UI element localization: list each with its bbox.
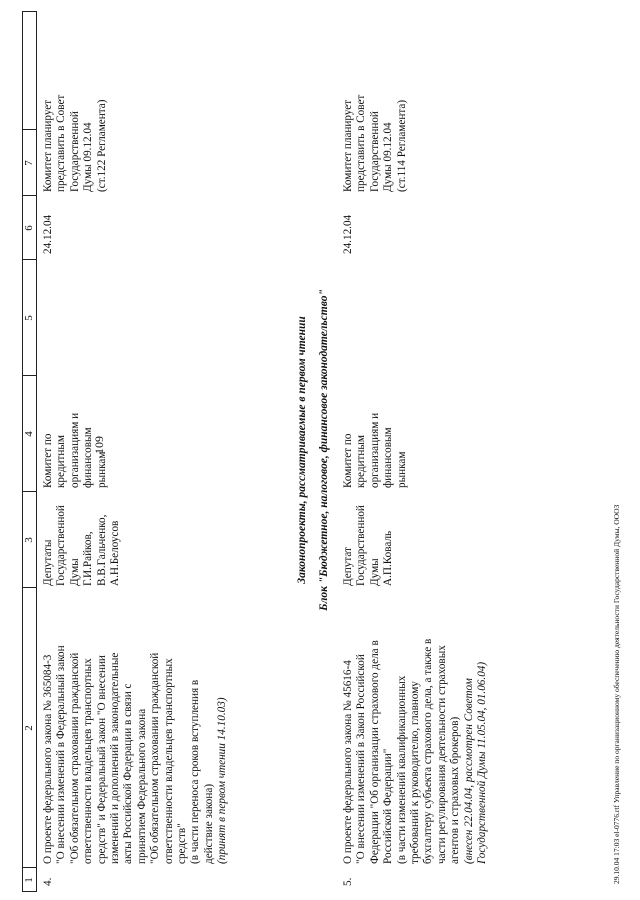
bill-authors — [342, 492, 396, 586]
bill-description — [342, 589, 489, 864]
document-footer: 29.10.04 17:03 el-0776.rtf Управление по организационному обеспечению деятельности Государственной Думы, ООО3 — [612, 504, 621, 884]
bill-line: Федерации "Об организации страхового дела в — [368, 640, 381, 864]
col-header-7: 7 — [23, 160, 35, 166]
committee-line: Комитет по — [342, 433, 354, 488]
committee-line: организациям и — [368, 412, 381, 488]
bill-line: средств" и Федеральный закон "О внесении — [95, 655, 108, 864]
consideration-date: 24.12.04 — [342, 214, 354, 254]
bill-line: (в части переноса сроков вступления в — [189, 679, 202, 864]
author-line: Государственной — [355, 505, 368, 586]
bill-line: агентов и страховых брокеров) — [449, 716, 462, 864]
result-line: Думы 09.12.04 — [382, 122, 395, 192]
bill-line: изменений и дополнений в законодательные — [109, 652, 122, 864]
bill-status-note: Государственной Думы 11.05.04, 01.06.04) — [476, 661, 489, 864]
bill-line: "Об обязательном страховании гражданской — [149, 652, 162, 864]
result-line: Государственной — [68, 111, 81, 192]
committee-line: кредитным — [355, 435, 368, 488]
committee-result — [42, 72, 109, 192]
row-number: 4. — [42, 877, 54, 886]
author-line: Думы — [68, 558, 81, 586]
consideration-date: 24.12.04 — [42, 214, 54, 254]
bill-line: средств" — [176, 823, 189, 864]
committee-result — [342, 72, 409, 192]
result-line: представить в Совет — [355, 94, 368, 192]
bill-line: ответственности владельцев транспортных — [82, 658, 95, 864]
bill-line: акты Российской Федерации в связи с — [122, 683, 135, 864]
result-line: Комитет планирует — [342, 99, 354, 192]
col-header-6: 6 — [23, 225, 35, 231]
row-number: 5. — [342, 877, 354, 886]
col-header-3: 3 — [23, 537, 35, 543]
committee-line: кредитным — [55, 435, 68, 488]
responsible-committee — [42, 378, 109, 488]
bill-authors — [42, 492, 122, 586]
author-line: Г.И.Райков, — [82, 531, 95, 586]
bill-line: "Об обязательном страховании гражданской — [68, 652, 81, 864]
author-line: А.П.Коваль — [382, 530, 395, 586]
bill-line: требований к руководителю, главному — [409, 681, 422, 864]
col-header-1: 1 — [23, 877, 35, 883]
col-header-5: 5 — [23, 315, 35, 321]
bill-line: Российской Федерации" — [382, 748, 395, 864]
bill-line: (в части изменений квалификационных — [395, 675, 408, 864]
committee-line: рынкам — [395, 451, 408, 488]
author-line: В.В.Гальченко, — [95, 514, 108, 586]
col-header-4: 4 — [23, 431, 35, 437]
author-line: Думы — [368, 558, 381, 586]
block-heading: Блок "Бюджетное, налоговое, финансовое законодательство" — [318, 289, 330, 611]
bill-description — [42, 589, 230, 864]
bill-status-note: (принят в первом чтении 14.10.03) — [216, 697, 229, 864]
result-line: (ст.122 Регламента) — [95, 99, 108, 192]
bill-line: "О внесении изменений в Федеральный закон — [55, 645, 68, 864]
result-line: (ст.114 Регламента) — [395, 99, 408, 192]
bill-title: О проекте федерального закона № 45616-4 — [342, 660, 354, 864]
bill-line: действие закона) — [202, 783, 215, 864]
bill-line: части регулирования деятельности страховых — [435, 645, 448, 864]
result-line: Думы 09.12.04 — [82, 122, 95, 192]
bill-line: принятием Федерального закона — [135, 708, 148, 864]
col-header-2: 2 — [23, 725, 35, 731]
committee-line: рынкам — [95, 451, 108, 488]
result-line: Государственной — [368, 111, 381, 192]
bill-line: бухгалтеру субъекта страхового дела, а также в — [422, 638, 435, 864]
author-line: Государственной — [55, 505, 68, 586]
page-number: 109 — [92, 436, 106, 454]
committee-line: финансовым — [382, 427, 395, 488]
result-line: Комитет планирует — [42, 99, 54, 192]
responsible-committee — [342, 378, 409, 488]
result-line: представить в Совет — [55, 94, 68, 192]
committee-line: Комитет по — [42, 433, 54, 488]
author-line: Депутат — [342, 547, 354, 586]
committee-line: финансовым — [82, 427, 95, 488]
author-line: Депутаты — [42, 539, 54, 586]
author-line: А.Н.Белоусов — [109, 520, 122, 586]
bill-line: ответственности владельцев транспортных — [162, 658, 175, 864]
section-heading: Законопроекты, рассматриваемые в первом чтении — [296, 316, 308, 584]
bill-line: "О внесении изменений в Закон Российской — [355, 654, 368, 864]
committee-line: организациям и — [68, 412, 81, 488]
bill-title: О проекте федерального закона № 365084-3 — [42, 654, 54, 864]
bill-status-note: (внесен 22.04.04, рассмотрен Советом — [462, 678, 475, 864]
